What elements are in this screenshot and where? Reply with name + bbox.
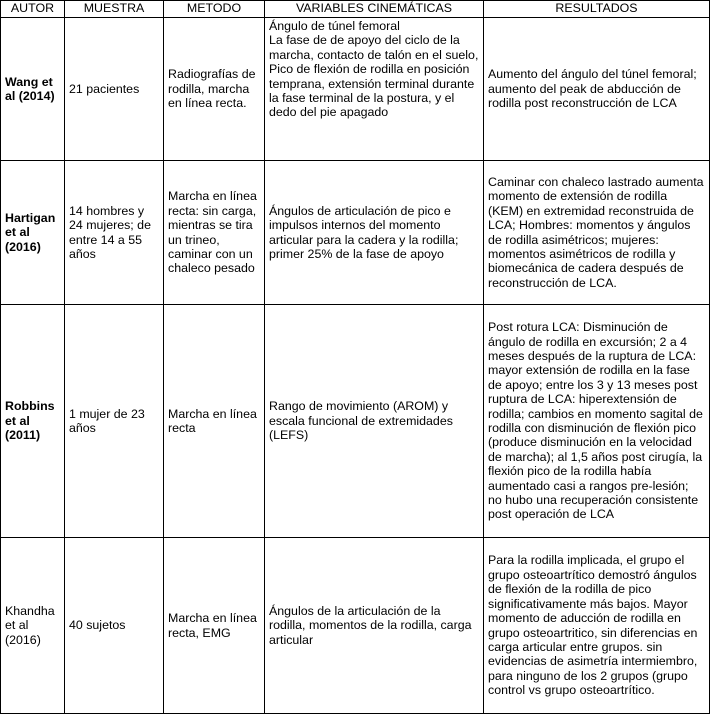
sample-cell: 1 mujer de 23 años [65,305,164,538]
variables-line: la fase terminal de la postura, y el dedo del pie apagado [269,91,455,120]
results-cell: Para la rodilla implicada, el grupo el grupo osteoartrítico demostró ángulos de flexión de la rodilla de pico significativamente más bajos. Mayor momento de aducción de rodilla en grupo osteoartritico, sin diferencias en carga articular entre grupos. sin evidencias de asimetría intermiembro, para ninguno de los 2 grupos (grupo control vs grupo osteoartrítico. [484,538,710,714]
variables-line: Pico de flexión de rodilla en posición temprana, extensión terminal durante [269,62,475,91]
table-row [1,18,710,161]
author-cell: Khandha et al (2016) [1,538,65,714]
variables-line: Ángulos de la articulación de la rodilla, momentos de la rodilla, carga articular [269,603,472,647]
method-cell: Radiografías de rodilla, marcha en línea recta. [164,18,265,161]
header-row [1,1,710,18]
variables-cell [265,305,484,538]
method-cell: Marcha en línea recta, EMG [164,538,265,714]
table-row [1,305,710,538]
variables-cell [265,18,484,161]
header-method: METODO [164,1,265,18]
variables-cell [265,538,484,714]
results-cell: Aumento del ángulo del túnel femoral; aumento del peak de abducción de rodilla post reconstrucción de LCA [484,18,710,161]
results-cell: Caminar con chaleco lastrado aumenta momento de extensión de rodilla (KEM) en extremidad reconstruida de LCA; Hombres: momentos y ángulos de rodilla asimétricos; mujeres: momentos asimétricos de rodilla y biomecánica de cadera después de reconstrucción de LCA. [484,161,710,305]
variables-line: La fase de de apoyo del ciclo de la marcha, contacto de talón en el suelo, [269,33,479,62]
author-cell: Hartigan et al (2016) [1,161,65,305]
author-cell: Wang et al (2014) [1,18,65,161]
variables-line: Ángulos de articulación de pico e impulsos internos del momento articular para la cadera y la rodilla; primer 25% de la fase de apoyo [269,203,459,261]
header-variables: VARIABLES CINEMÁTICAS [265,1,484,18]
variables-cell [265,161,484,305]
method-cell: Marcha en línea recta [164,305,265,538]
table-row [1,161,710,305]
method-cell: Marcha en línea recta: sin carga, mientras se tira un trineo, caminar con un chaleco pesado [164,161,265,305]
variables-line: Rango de movimiento (AROM) y escala funcional de extremidades (LEFS) [269,399,453,443]
sample-cell: 40 sujetos [65,538,164,714]
table-row [1,538,710,714]
header-author: AUTOR [1,1,65,18]
sample-cell: 14 hombres y 24 mujeres; de entre 14 a 55 años [65,161,164,305]
sample-cell: 21 pacientes [65,18,164,161]
author-cell: Robbins et al (2011) [1,305,65,538]
variables-line: Ángulo de túnel femoral [269,19,400,33]
header-sample: MUESTRA [65,1,164,18]
results-cell: Post rotura LCA: Disminución de ángulo de rodilla en excursión; 2 a 4 meses después de la ruptura de LCA: mayor extensión de rodilla en la fase de apoyo; entre los 3 y 13 meses post ruptura de LCA: hiperextensión de rodilla; cambios en momento sagital de rodilla con disminución de flexión pico (produce disminución en la velocidad de marcha); al 1,5 años post cirugía, la flexión pico de la rodilla había aumentado casi a rangos pre-lesión; no hubo una recuperación consistente post operación de LCA [484,305,710,538]
header-results: RESULTADOS [484,1,710,18]
